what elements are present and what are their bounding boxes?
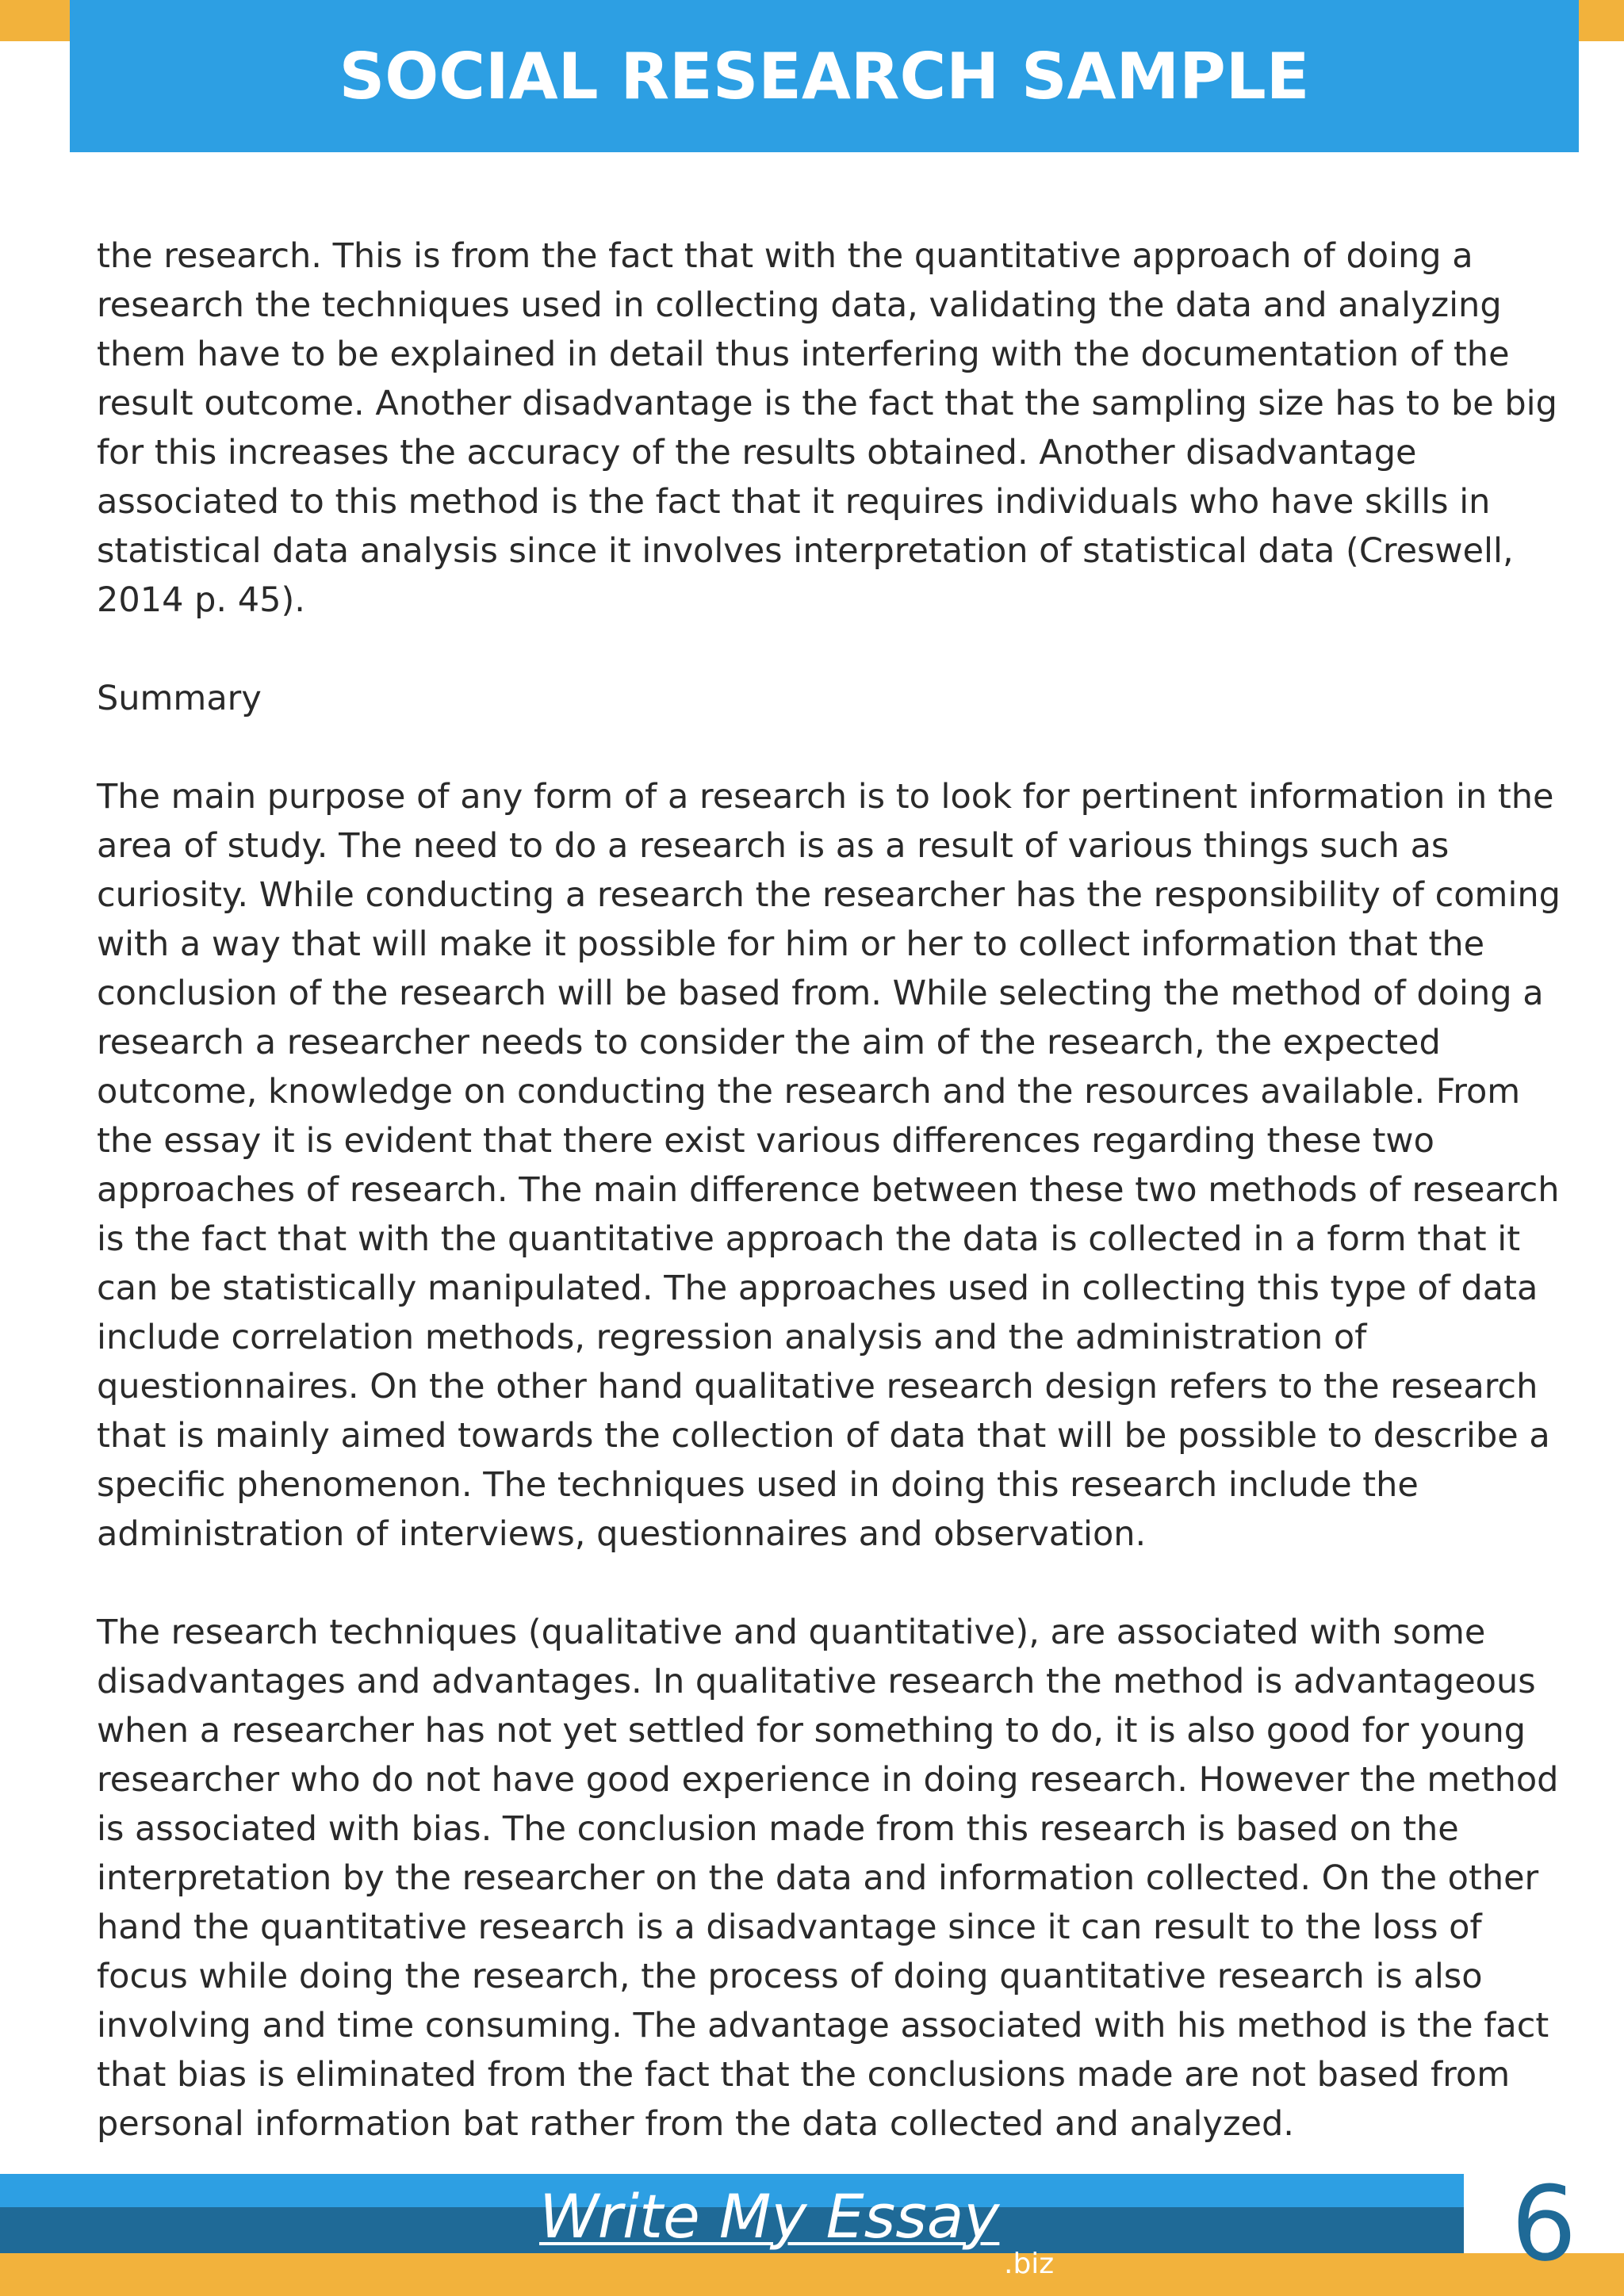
header-corner-accent-left bbox=[0, 0, 70, 41]
body-paragraph: the research. This is from the fact that with the quantitative approach of doing a research the techniques used in collecting data, validating the data and analyzing them have to be explained in detail thus interfering with the documentation of the result outcome. Another disadvantage is the fact that the sampling size has to be big for this increases the accuracy of the results obtained. Another disadvantage associated to this method is the fact that it requires individuals who have skills in statistical data analysis since it involves interpretation of statistical data (Creswell, 2014 p. 45). bbox=[97, 236, 1557, 620]
page-number: 6 bbox=[1511, 2164, 1577, 2284]
page-title: SOCIAL RESEARCH SAMPLE bbox=[339, 39, 1310, 113]
brand-tld: .biz bbox=[1004, 2248, 1055, 2280]
section-heading-summary: Summary bbox=[97, 679, 262, 718]
brand-logo bbox=[539, 2179, 1110, 2296]
body-paragraph: The main purpose of any form of a research is to look for pertinent information in the area of study. The need to do a research is as a result of various things such as curiosity. While conducting a research the researcher has the responsibility of coming with a way that will make it possible for him or her to collect information that the conclusion of the research will be based from. While selecting the method of doing a research a researcher needs to consider the aim of the research, the expected outcome, knowledge on conducting the research and the resources available. From the essay it is evident that there exist various differences regarding these two approaches of research. The main difference between these two methods of research is the fact that with the quantitative approach the data is collected in a form that it can be statistically manipulated. The approaches used in collecting this type of data include correlation methods, regression analysis and the administration of questionnaires. On the other hand qualitative research design refers to the research that is mainly aimed towards the collection of data that will be possible to describe a specific phenomenon. The techniques used in doing this research include the administration of interviews, questionnaires and observation. bbox=[97, 777, 1561, 1554]
brand-name: Write My Essay bbox=[539, 2181, 1000, 2252]
document-body bbox=[97, 232, 1564, 2198]
body-paragraph: The research techniques (qualitative and quantitative), are associated with some disadvantages and advantages. In qualitative research the method is advantageous when a researcher has not yet settled for something to do, it is also good for young researcher who do not have good experience in doing research. However the method is associated with bias. The conclusion made from this research is based on the interpretation by the researcher on the data and information collected. On the other hand the quantitative research is a disadvantage since it can result to the loss of focus while doing the research, the process of doing quantitative research is also involving and time consuming. The advantage associated with his method is the fact that bias is eliminated from the fact that the conclusions made are not based from personal information bat rather from the data collected and analyzed. bbox=[97, 1613, 1559, 2144]
page-header bbox=[70, 0, 1579, 152]
